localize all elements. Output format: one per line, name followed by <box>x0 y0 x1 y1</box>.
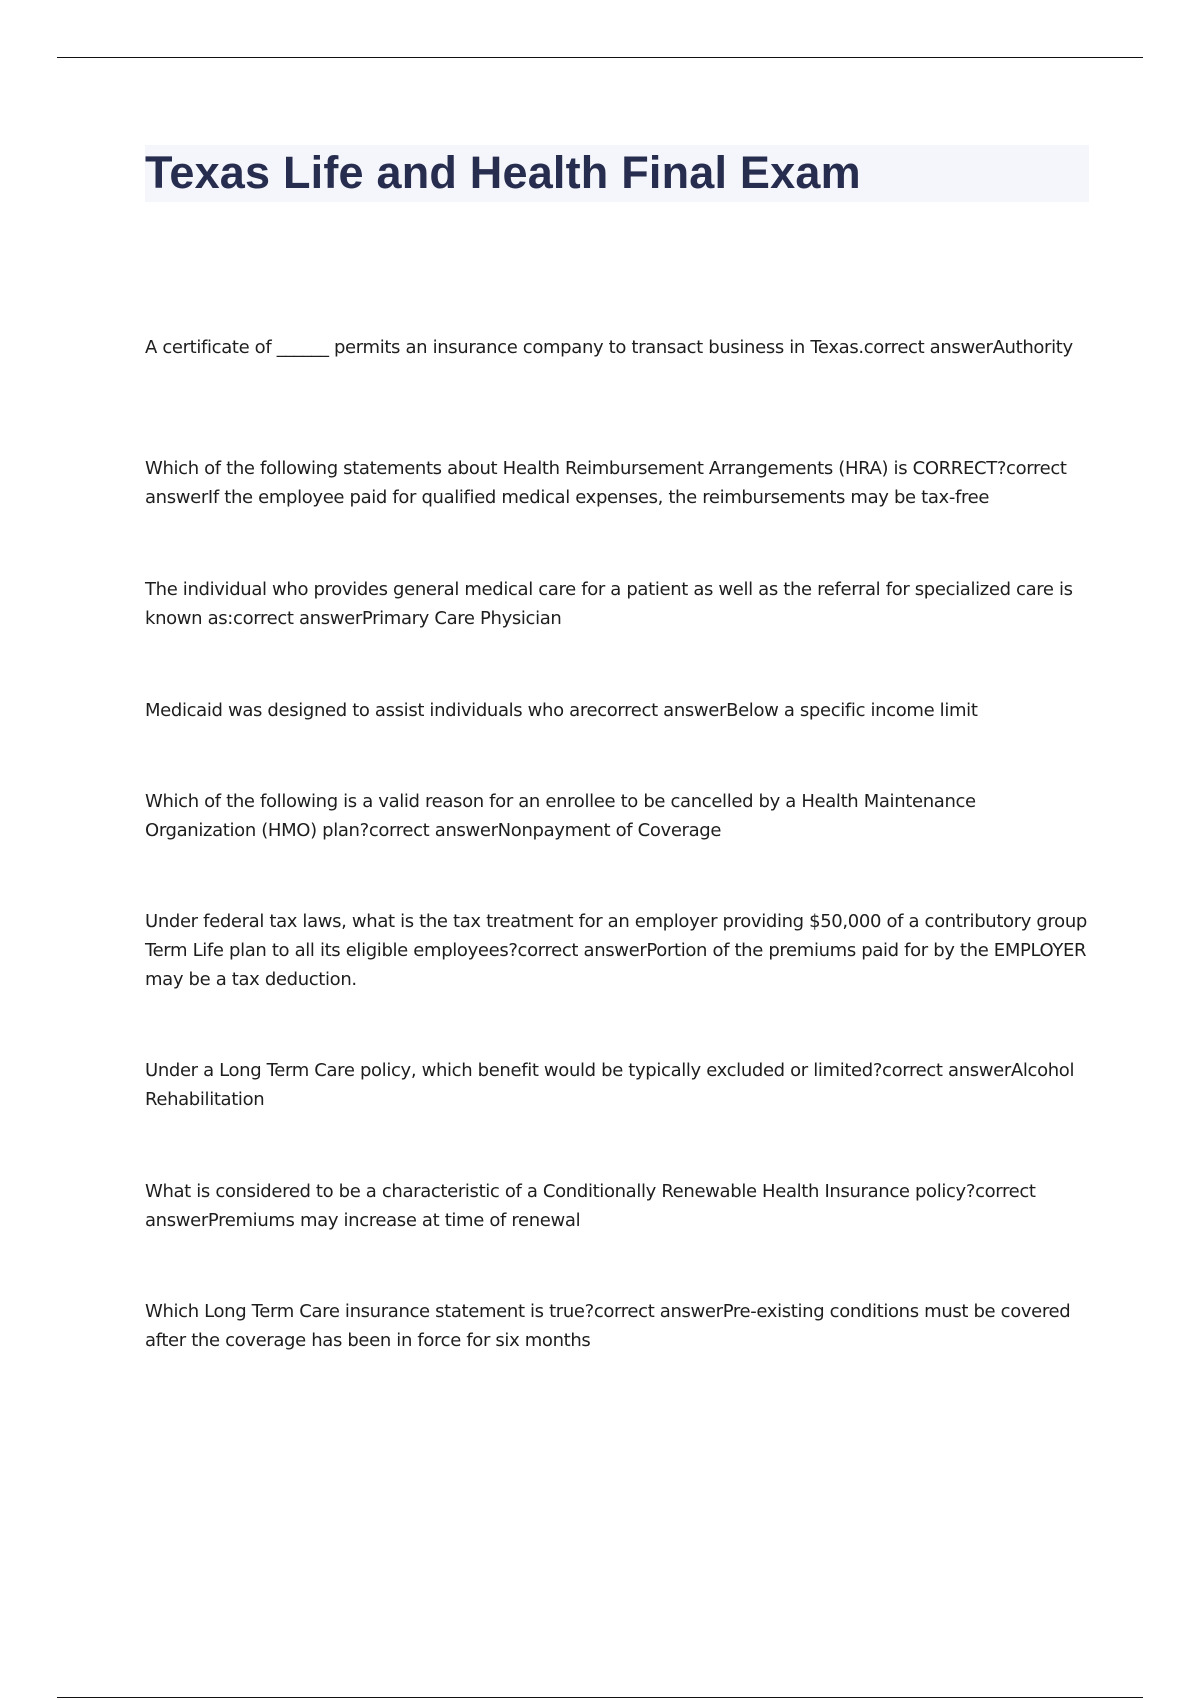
document-title: Texas Life and Health Final Exam <box>145 147 861 198</box>
qa-item: Under a Long Term Care policy, which benefit would be typically excluded or limited?correct answerAlcohol Rehabilitation <box>145 1060 1075 1110</box>
qa-item: Which of the following statements about Health Reimbursement Arrangements (HRA) is CORRECT?correct answerIf the employee paid for qualified medical expenses, the reimbursements may be tax-free <box>145 458 1067 508</box>
qa-item: The individual who provides general medical care for a patient as well as the referral for specialized care is known as:correct answerPrimary Care Physician <box>145 579 1073 629</box>
qa-item: Which of the following is a valid reason for an enrollee to be cancelled by a Health Maintenance Organization (HMO) plan?correct answerNonpayment of Coverage <box>145 791 976 841</box>
qa-item: What is considered to be a characteristic of a Conditionally Renewable Health Insurance policy?correct answerPremiums may increase at time of renewal <box>145 1181 1036 1231</box>
qa-item: Medicaid was designed to assist individuals who arecorrect answerBelow a specific income limit <box>145 700 978 721</box>
bottom-rule <box>57 1697 1143 1698</box>
qa-item: Under federal tax laws, what is the tax treatment for an employer providing $50,000 of a contributory group Term Life plan to all its eligible employees?correct answerPortion of the premiums paid for by the EMPLOYER may be a tax deduction. <box>145 911 1087 990</box>
qa-item: Which Long Term Care insurance statement is true?correct answerPre-existing conditions must be covered after the coverage has been in force for six months <box>145 1301 1071 1351</box>
qa-item: A certificate of ______ permits an insurance company to transact business in Texas.correct answerAuthority <box>145 337 1073 358</box>
top-rule <box>57 57 1143 58</box>
